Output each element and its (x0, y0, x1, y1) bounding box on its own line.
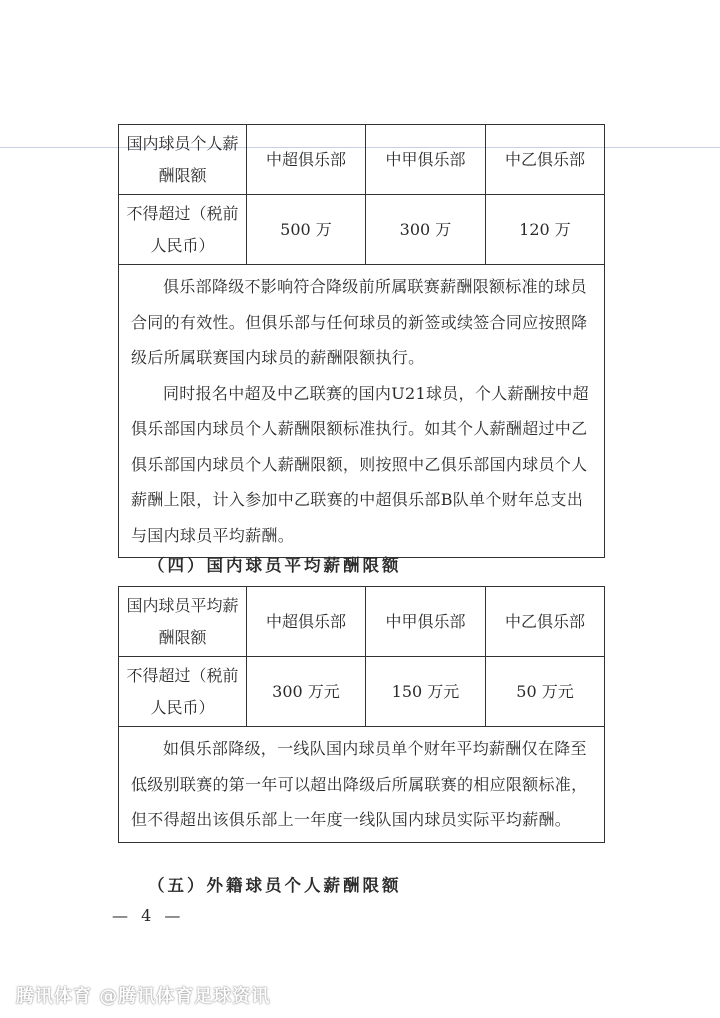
header-cell: 中甲俱乐部 (366, 125, 486, 195)
page-number: — 4 — (112, 906, 185, 925)
value-cell: 300 万元 (247, 657, 366, 727)
notes-cell (119, 727, 605, 843)
table-row (119, 657, 605, 727)
note-paragraph: 俱乐部降级不影响符合降级前所属联赛薪酬限额标准的球员合同的有效性。但俱乐部与任何球员的新签或续签合同应按照降级后所属联赛国内球员的薪酬限额执行。 (131, 277, 588, 367)
header-cell: 中超俱乐部 (247, 125, 366, 195)
row-label-cell: 不得超过（税前人民币） (119, 195, 247, 265)
row-label-cell: 不得超过（税前人民币） (119, 657, 247, 727)
value-cell: 50 万元 (486, 657, 605, 727)
table-notes-row (119, 265, 605, 558)
notes-cell (119, 265, 605, 558)
note-paragraph: 如俱乐部降级，一线队国内球员单个财年平均薪酬仅在降至低级别联赛的第一年可以超出降级后所属联赛的相应限额标准，但不得超出该俱乐部上一年度一线队国内球员实际平均薪酬。 (131, 739, 588, 829)
value-cell: 120 万 (486, 195, 605, 265)
header-cell: 中乙俱乐部 (486, 587, 605, 657)
value-cell: 500 万 (247, 195, 366, 265)
note-paragraph: 同时报名中超及中乙联赛的国内U21球员，个人薪酬按中超俱乐部国内球员个人薪酬限额标准执行。如其个人薪酬超过中乙俱乐部国内球员个人薪酬限额，则按照中乙俱乐部国内球员个人薪酬上限，计入参加中乙联赛的中超俱乐部B队单个财年总支出与国内球员平均薪酬。 (131, 383, 589, 545)
watermark: 腾讯体育 @腾讯体育足球资讯 (16, 986, 271, 1007)
value-cell: 300 万 (366, 195, 486, 265)
table-row (119, 195, 605, 265)
header-cell: 中超俱乐部 (247, 587, 366, 657)
table-header-row (119, 125, 605, 195)
section-heading: （四）国内球员平均薪酬限额 (148, 556, 402, 575)
average-salary-table (118, 586, 605, 843)
individual-salary-table (118, 124, 605, 558)
header-cell: 中乙俱乐部 (486, 125, 605, 195)
section-heading: （五）外籍球员个人薪酬限额 (148, 876, 402, 895)
table-notes-row (119, 727, 605, 843)
header-cell: 中甲俱乐部 (366, 587, 486, 657)
header-cell: 国内球员平均薪酬限额 (119, 587, 247, 657)
value-cell: 150 万元 (366, 657, 486, 727)
header-cell: 国内球员个人薪酬限额 (119, 125, 247, 195)
table-header-row (119, 587, 605, 657)
